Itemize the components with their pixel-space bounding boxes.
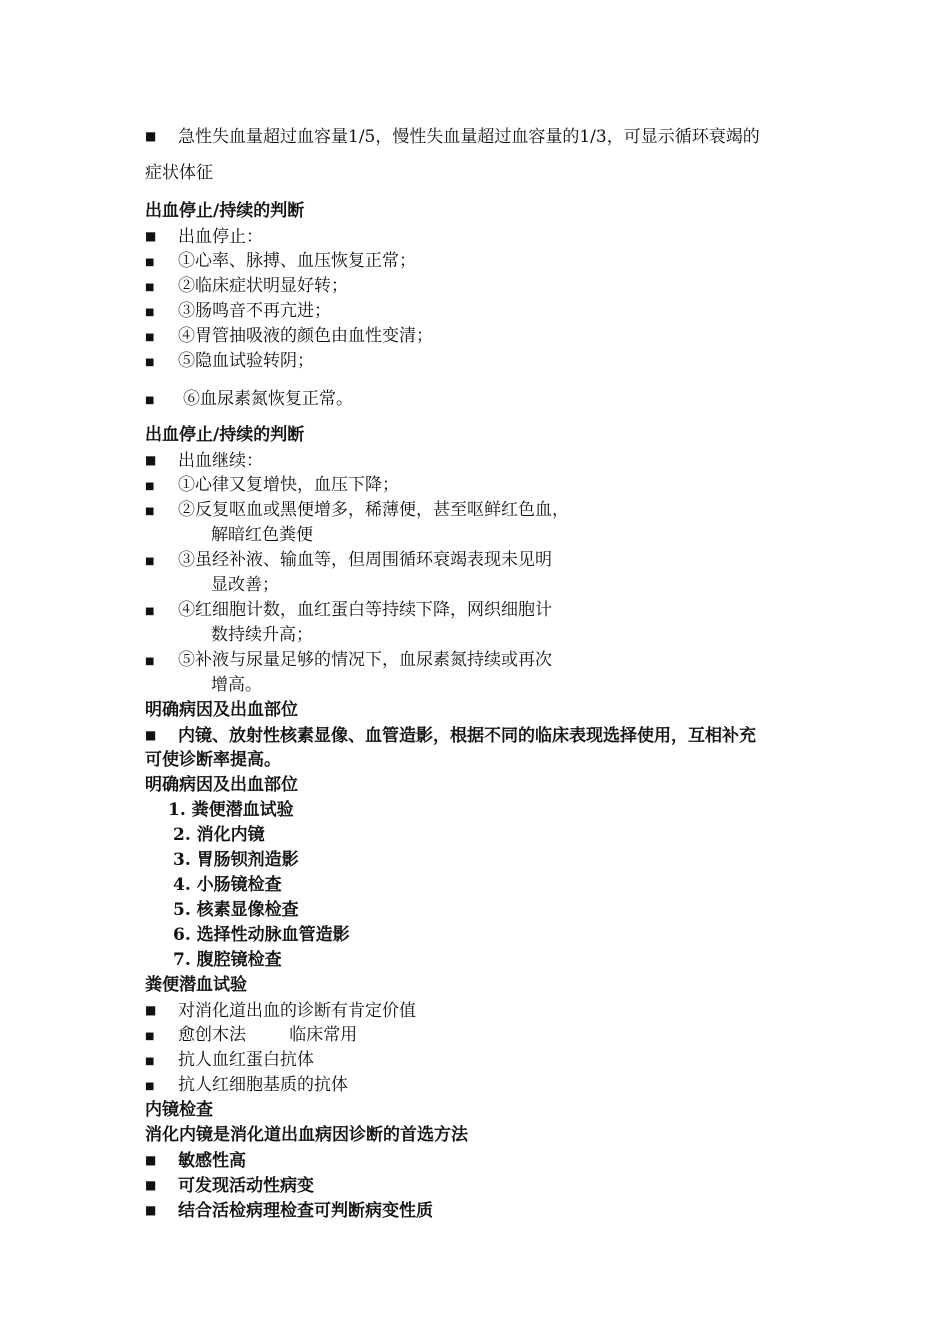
section-heading-cause: 明确病因及出血部位 xyxy=(145,700,298,720)
bullet-icon: ■ xyxy=(145,1031,155,1042)
continue-title: ■ 出血继续： xyxy=(145,451,263,471)
numbered-item: 2. 消化内镜 xyxy=(173,825,265,845)
bullet-icon: ■ xyxy=(145,606,155,617)
bullet-icon: ■ xyxy=(145,1003,157,1017)
bullet-icon: ■ xyxy=(145,506,155,517)
numbered-item: 7. 腹腔镜检查 xyxy=(173,950,282,970)
list-item: ■ ②反复呕血或黑便增多，稀薄便，甚至呕鲜红色血， xyxy=(145,499,569,523)
numbered-item: 5. 核素显像检查 xyxy=(173,900,299,920)
list-item: ■ ④胃管抽吸液的颜色由血性变清； xyxy=(145,325,433,349)
bullet-icon: ■ xyxy=(145,728,157,742)
list-item: ■ 愈创木法 临床常用 xyxy=(145,1024,357,1048)
list-item: ■ 可发现活动性病变 xyxy=(145,1176,314,1196)
intro-text: 急性失血量超过血容量1/5，慢性失血量超过血容量的1/3，可显示循环衰竭的 xyxy=(178,127,760,147)
bullet-icon: ■ xyxy=(145,395,155,406)
section-heading-stop: 出血停止/持续的判断 xyxy=(145,201,305,221)
list-item: ■ ⑥血尿素氮恢复正常。 xyxy=(145,388,353,412)
numbered-item: 4. 小肠镜检查 xyxy=(173,875,282,895)
list-item: ■ ③虽经补液、输血等，但周围循环衰竭表现未见明 xyxy=(145,549,552,573)
list-item-continuation: 显改善； xyxy=(211,575,279,595)
numbered-item: 3. 胃肠钡剂造影 xyxy=(173,850,299,870)
cause-text-line-2: 可使诊断率提高。 xyxy=(145,750,281,770)
bullet-icon: ■ xyxy=(145,307,155,318)
bullet-icon: ■ xyxy=(145,1056,155,1067)
list-item: ■ ⑤隐血试验转阴； xyxy=(145,350,314,374)
cause-text-line-1: ■ 内镜、放射性核素显像、血管造影，根据不同的临床表现选择使用，互相补充 xyxy=(145,726,756,746)
bullet-icon: ■ xyxy=(145,1081,155,1092)
bullet-icon: ■ xyxy=(145,1153,157,1167)
bullet-icon: ■ xyxy=(145,1203,157,1217)
bullet-icon: ■ xyxy=(145,556,155,567)
bullet-icon: ■ xyxy=(145,453,157,467)
intro-line-1 xyxy=(145,125,760,148)
list-item: ■ ⑤补液与尿量足够的情况下，血尿素氮持续或再次 xyxy=(145,649,552,673)
bullet-icon: ■ xyxy=(145,357,155,368)
endoscopy-subheading: 消化内镜是消化道出血病因诊断的首选方法 xyxy=(145,1125,468,1145)
list-item: ■ ④红细胞计数，血红蛋白等持续下降，网织细胞计 xyxy=(145,599,552,623)
list-item: ■ ②临床症状明显好转； xyxy=(145,275,348,299)
section-heading-occult: 粪便潜血试验 xyxy=(145,975,247,995)
intro-line-2: 症状体征 xyxy=(145,163,213,183)
list-item: ■ ③肠鸣音不再亢进； xyxy=(145,300,331,324)
bullet-icon: ■ xyxy=(145,229,157,243)
bullet-icon: ■ xyxy=(145,282,155,293)
bullet-icon: ■ xyxy=(145,332,155,343)
bullet-icon: ■ xyxy=(145,481,155,492)
bullet-icon: ■ xyxy=(145,257,155,268)
list-item: ■ ①心率、脉搏、血压恢复正常； xyxy=(145,250,416,274)
list-item: ■ 抗人红细胞基质的抗体 xyxy=(145,1074,348,1098)
list-item: ■ ①心律又复增快，血压下降； xyxy=(145,474,399,498)
numbered-item: 6. 选择性动脉血管造影 xyxy=(173,925,350,945)
list-item-continuation: 解暗红色粪便 xyxy=(211,525,313,545)
bullet-icon: ■ xyxy=(145,656,155,667)
bullet-icon: ■ xyxy=(145,129,157,143)
stop-title: ■ 出血停止： xyxy=(145,227,263,247)
numbered-item: 1. 粪便潜血试验 xyxy=(168,800,294,820)
bullet-icon: ■ xyxy=(145,1178,157,1192)
list-item: ■ 结合活检病理检查可判断病变性质 xyxy=(145,1201,433,1221)
list-item: ■ 抗人血红蛋白抗体 xyxy=(145,1049,314,1073)
section-heading-continue: 出血停止/持续的判断 xyxy=(145,425,305,445)
list-item-continuation: 增高。 xyxy=(211,675,262,695)
section-heading-methods: 明确病因及出血部位 xyxy=(145,775,298,795)
list-item: ■ 对消化道出血的诊断有肯定价值 xyxy=(145,1001,416,1021)
list-item: ■ 敏感性高 xyxy=(145,1151,246,1171)
list-item-continuation: 数持续升高； xyxy=(211,625,313,645)
section-heading-endoscopy: 内镜检查 xyxy=(145,1100,213,1120)
